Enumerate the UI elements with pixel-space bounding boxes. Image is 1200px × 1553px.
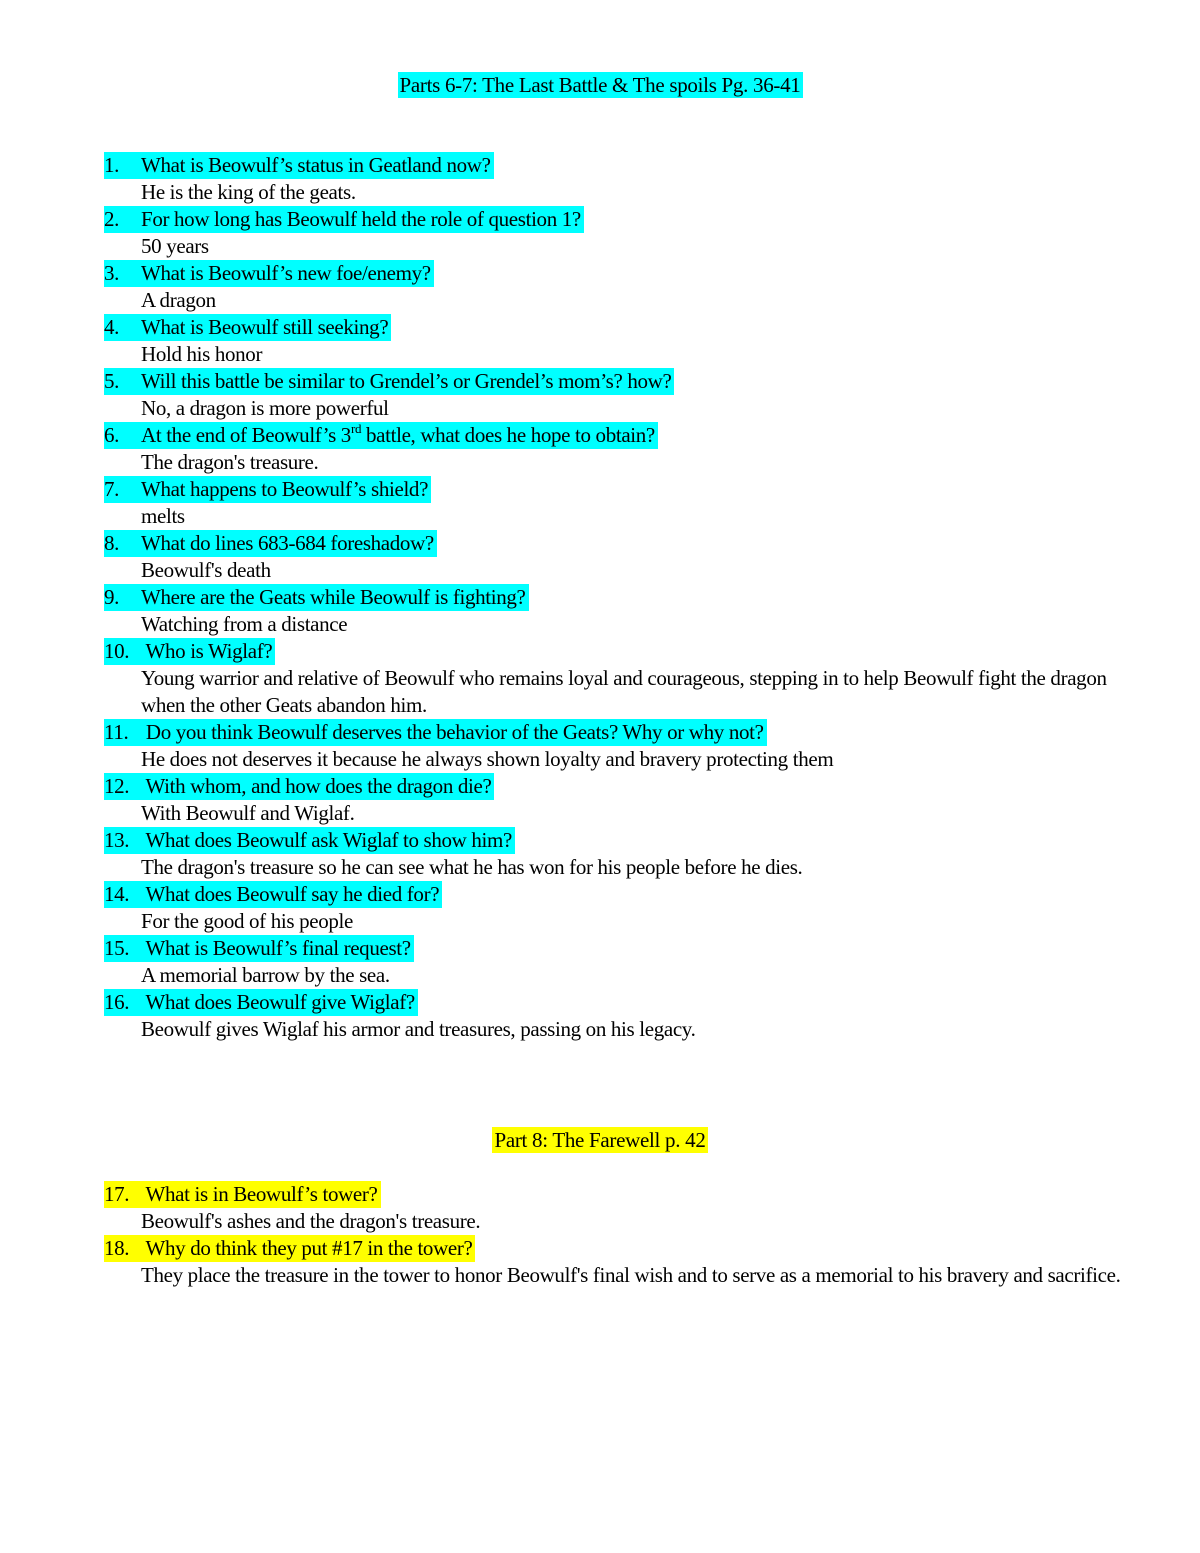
answer-4: Hold his honor [141,342,263,366]
question-11 [104,719,1144,746]
question-text: Who is Wiglaf? [141,639,273,663]
answer-17: Beowulf's ashes and the dragon's treasure. [141,1209,481,1233]
answer-11: He does not deserves it because he always shown loyalty and bravery protecting them [141,747,834,771]
question-text: Do you think Beowulf deserves the behavior of the Geats? Why or why not? [141,720,764,744]
question-text: With whom, and how does the dragon die? [141,774,492,798]
section-1-title: Parts 6-7: The Last Battle & The spoils Pg. 36-41 [399,73,801,97]
question-text-end: battle, what does he hope to obtain? [361,423,655,447]
question-text: For how long has Beowulf held the role of question 1? [141,207,581,231]
question-number: 3. [104,261,120,285]
answer-12: With Beowulf and Wiglaf. [141,801,355,825]
answer-3: A dragon [141,288,216,312]
question-text: What does Beowulf ask Wiglaf to show him? [141,828,512,852]
question-text: What happens to Beowulf’s shield? [141,477,429,501]
question-text: What is Beowulf still seeking? [141,315,389,339]
question-6 [104,422,1144,449]
question-number: 9. [104,585,120,609]
question-text: What do lines 683-684 foreshadow? [141,531,434,555]
question-14 [104,881,1144,908]
question-5 [104,368,1144,395]
question-8 [104,530,1144,557]
question-number: 15. [104,936,130,960]
section-2-heading [0,1127,1200,1154]
question-number: 4. [104,315,120,339]
question-number: 2. [104,207,120,231]
question-text: Will this battle be similar to Grendel’s or Grendel’s mom’s? how? [141,369,672,393]
ordinal-suffix: rd [350,421,362,436]
question-1 [104,152,1144,179]
question-number: 5. [104,369,120,393]
answer-6: The dragon's treasure. [141,450,319,474]
question-number: 11. [104,720,129,744]
answer-13: The dragon's treasure so he can see what he has won for his people before he dies. [141,855,803,879]
question-number: 18. [104,1236,130,1260]
question-text: Where are the Geats while Beowulf is fighting? [141,585,526,609]
question-number: 16. [104,990,130,1014]
question-2 [104,206,1144,233]
section-2-title: Part 8: The Farewell p. 42 [494,1128,706,1152]
section-2-list [104,1181,1144,1289]
question-17 [104,1181,1144,1208]
question-7 [104,476,1144,503]
question-9 [104,584,1144,611]
question-10 [104,638,1144,665]
question-number: 14. [104,882,130,906]
question-text: What does Beowulf say he died for? [141,882,440,906]
answer-1: He is the king of the geats. [141,180,356,204]
question-text: What does Beowulf give Wiglaf? [141,990,415,1014]
question-text-start: At the end of Beowulf’s 3 [141,423,351,447]
answer-14: For the good of his people [141,909,353,933]
question-text: What is Beowulf’s final request? [141,936,411,960]
question-text: Why do think they put #17 in the tower? [141,1236,473,1260]
answer-7: melts [141,504,185,528]
answer-9: Watching from a distance [141,612,348,636]
question-text: What is Beowulf’s status in Geatland now? [141,153,491,177]
question-number: 12. [104,774,130,798]
question-number: 10. [104,639,130,663]
question-16 [104,989,1144,1016]
question-text: What is Beowulf’s new foe/enemy? [141,261,431,285]
question-text: What is in Beowulf’s tower? [141,1182,378,1206]
question-number: 17. [104,1182,130,1206]
answer-10: Young warrior and relative of Beowulf who remains loyal and courageous, stepping in to help Beowulf fight the dragon when the other Geats abandon him. [141,666,1107,717]
question-15 [104,935,1144,962]
question-3 [104,260,1144,287]
question-number: 8. [104,531,120,555]
question-13 [104,827,1144,854]
question-number: 6. [104,423,120,447]
answer-18: They place the treasure in the tower to honor Beowulf's final wish and to serve as a memorial to his bravery and sacrifice. [141,1263,1121,1287]
question-18 [104,1235,1144,1262]
section-1-heading [0,72,1200,99]
answer-2: 50 years [141,234,209,258]
question-number: 7. [104,477,120,501]
answer-5: No, a dragon is more powerful [141,396,389,420]
section-1-list [104,152,1144,1043]
question-12 [104,773,1144,800]
answer-16: Beowulf gives Wiglaf his armor and treasures, passing on his legacy. [141,1017,696,1041]
question-4 [104,314,1144,341]
question-number: 1. [104,153,120,177]
answer-15: A memorial barrow by the sea. [141,963,390,987]
question-number: 13. [104,828,130,852]
answer-8: Beowulf's death [141,558,271,582]
